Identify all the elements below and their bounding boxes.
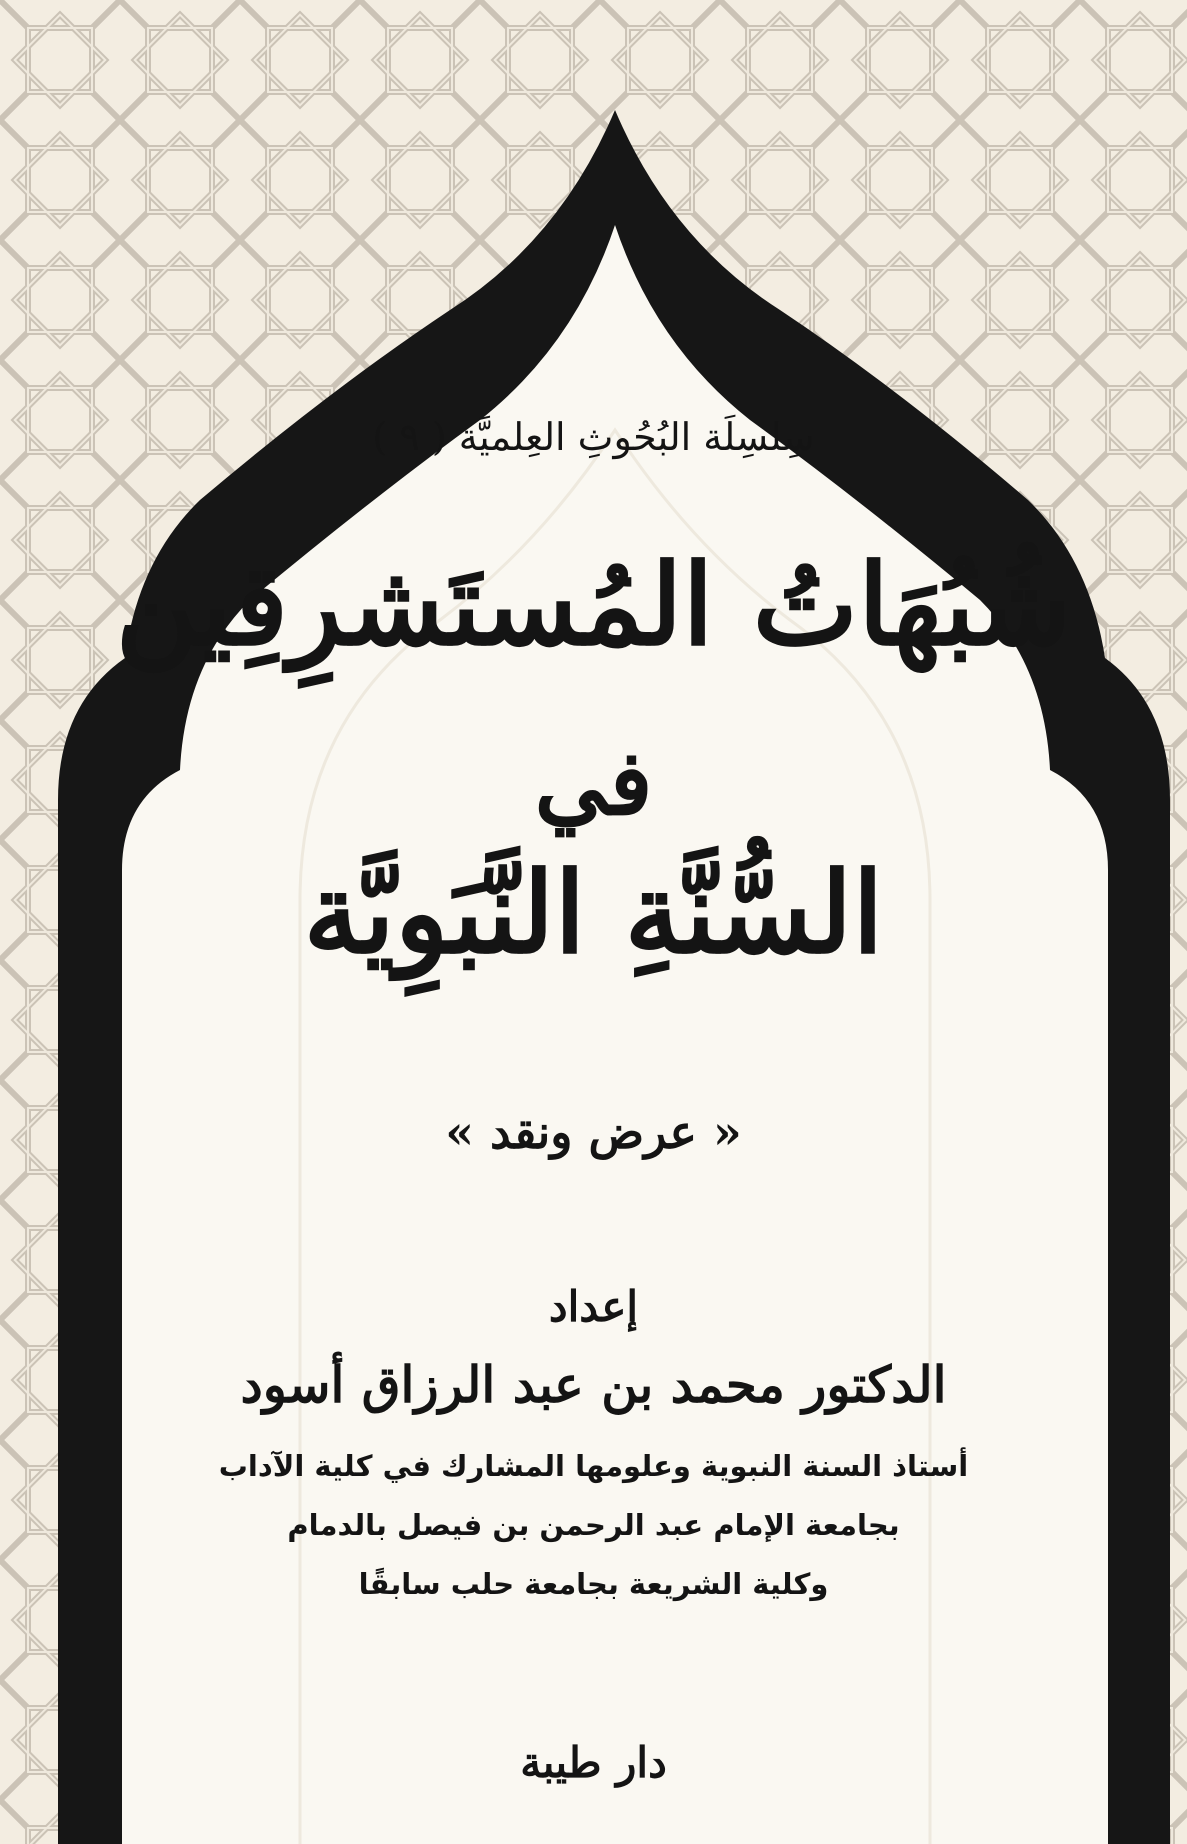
author-affiliation-line-3: وكلية الشريعة بجامعة حلب سابقًا bbox=[358, 1567, 829, 1601]
book-title-line-3: السُّنَّةِ النَّبَوِيَّة bbox=[303, 848, 884, 979]
author-name: الدكتور محمد بن عبد الرزاق أسود bbox=[240, 1355, 947, 1414]
author-affiliation-line-2: بجامعة الإمام عبد الرحمن بن فيصل بالدمام bbox=[287, 1508, 900, 1542]
book-title-line-1: شُبُهَاتُ المُستَشرِقِين bbox=[115, 540, 1072, 671]
series-title: سِلسِلَة البُحُوثِ العِلميَّة ( ٩ ) bbox=[372, 415, 815, 459]
publisher-name: دار طيبة bbox=[520, 1738, 667, 1787]
book-title-line-2: في bbox=[534, 730, 653, 836]
subtitle: « عرض ونقد » bbox=[445, 1105, 742, 1159]
prepared-by-label: إعداد bbox=[548, 1282, 639, 1331]
author-affiliation-line-1: أستاذ السنة النبوية وعلومها المشارك في كلية الآداب bbox=[218, 1449, 969, 1483]
